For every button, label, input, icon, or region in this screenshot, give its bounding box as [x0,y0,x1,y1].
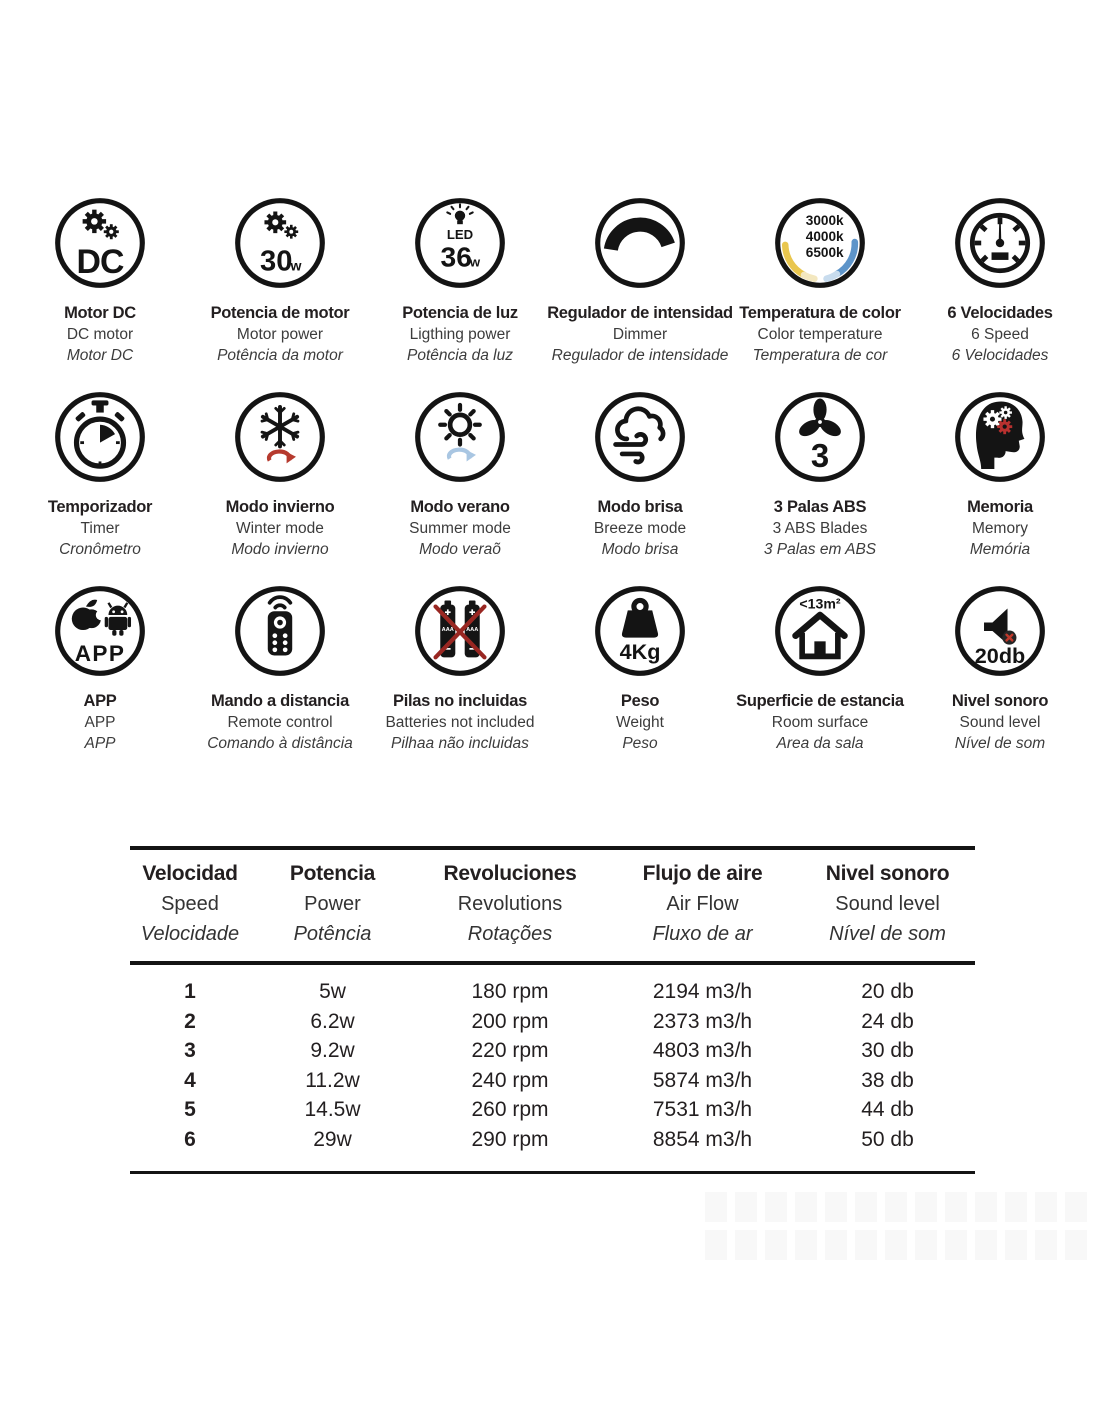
feature-label-es: Motor DC [64,304,136,322]
rotation-arrow-red-icon [269,452,296,464]
feature-label-en: Color temperature [757,326,883,343]
room-size-text: <13m² [799,595,841,612]
cell-power: 9.2w [310,1039,355,1062]
cell-sound: 30 db [861,1039,914,1062]
feature-label-pt: Modo veraõ [419,541,501,558]
cell-airflow: 8854 m3/h [652,1127,753,1151]
watts-value-text: 30 [260,245,293,278]
cell-rpm: 180 rpm [471,980,549,1003]
feature-label-pt: Modo brisa [601,541,679,558]
feature-label-es: Memoria [967,498,1033,516]
spec-table-body [130,965,975,1174]
led-watts-text: 36 [440,240,472,273]
dc-text: DC [76,243,124,282]
dimmer-knob-icon [593,196,687,290]
apple-logo-icon [72,600,106,630]
feature-label-en: Weight [616,714,664,731]
cell-power: 5w [319,980,346,1003]
cell-power: 29w [313,1127,352,1151]
table-row [130,1007,975,1037]
gears-dc-icon [53,196,147,290]
cell-speed: 2 [184,1009,196,1033]
feature-label-en: Ligthing power [409,326,511,343]
house-icon [773,584,867,678]
weight-value-text: 4Kg [619,639,661,665]
feature-label-en: Remote control [227,714,333,731]
led-power-icon [413,196,507,290]
feature-label-pt: Peso [622,735,658,752]
kelvin-6500-text: 6500k [805,245,844,261]
led-text: LED [446,227,474,243]
cell-sound: 50 db [861,1127,914,1151]
feature-dimmer [547,196,733,366]
feature-weight [550,584,730,754]
cell-rpm: 260 rpm [471,1098,549,1121]
col-header-flujo-de-aire: Flujo de aire Air Flow Fluxo de ar [642,862,763,945]
cell-power: 11.2w [305,1068,360,1092]
col-header-potencia: Potencia Power Potência [289,862,376,945]
aaa-text: AAA [441,627,454,633]
cell-airflow: 7531 m3/h [652,1098,753,1121]
cell-airflow: 2194 m3/h [652,980,753,1003]
kelvin-3000-text: 3000k [805,213,844,229]
feature-label-pt: Temperatura de cor [752,347,888,364]
col-header-velocidad: Velocidad Speed Velocidade [140,862,240,945]
feature-label-es: APP [83,692,117,710]
watermark [705,1192,1095,1264]
cell-speed: 4 [184,1068,196,1092]
col-header-nivel-sonoro: Nivel sonoro Sound level Nível de som [825,862,950,945]
feature-label-es: Peso [620,692,660,710]
feature-label-en: Batteries not included [385,714,535,731]
feature-label-pt: Cronômetro [59,541,141,558]
feature-breeze-mode [550,390,730,560]
feature-label-es: Potencia de luz [402,304,518,322]
feature-label-es: 6 Velocidades [947,304,1053,322]
feature-label-pt: Regulador de intensidade [551,347,729,364]
speaker-mute-icon [953,584,1047,678]
feature-label-en: Dimmer [612,326,668,343]
feature-label-en: Timer [80,520,120,537]
snowflake-icon [233,390,327,484]
feature-winter-mode [190,390,370,560]
feature-label-pt: Potência da luz [406,347,513,364]
cell-sound: 44 db [861,1098,914,1121]
color-temperature-icon [773,196,867,290]
cell-sound: 38 db [861,1068,914,1092]
app-text: APP [74,641,126,667]
feature-label-es: Modo brisa [597,498,683,516]
cell-speed: 6 [184,1127,196,1151]
feature-label-en: APP [84,714,116,731]
cell-sound: 20 db [861,980,914,1003]
memory-head-icon [953,390,1047,484]
cell-rpm: 240 rpm [471,1068,549,1092]
batteries-crossed-icon [413,584,507,678]
feature-label-es: Potencia de motor [210,304,350,322]
feature-label-es: Pilas no incluidas [393,692,527,710]
feature-label-pt: Comando à distância [207,735,353,752]
feature-label-es: Regulador de intensidad [547,304,733,322]
feature-label-en: DC motor [66,326,134,343]
watts-unit-text: w [290,257,302,274]
feature-label-en: Motor power [236,326,324,343]
cell-speed: 3 [184,1039,196,1062]
remote-control-icon [233,584,327,678]
feature-label-en: 6 Speed [971,326,1029,343]
feature-motor-dc [10,196,190,366]
feature-label-en: 3 ABS Blades [772,520,868,537]
cell-sound: 24 db [861,1009,914,1033]
feature-label-es: Temporizador [47,498,153,516]
feature-timer [10,390,190,560]
feature-label-pt: Pilhaa não incluidas [391,735,529,752]
feature-label-es: Modo verano [410,498,510,516]
spec-table [130,846,975,1174]
spec-table-header [130,846,975,965]
speed-gauge-icon [953,196,1047,290]
led-unit-text: w [469,254,481,270]
table-row [130,1036,975,1066]
feature-label-es: 3 Palas ABS [773,498,867,516]
blade-count-text: 3 [810,437,830,475]
cell-power: 6.2w [310,1009,355,1033]
feature-label-pt: Area da sala [776,735,864,752]
feature-label-es: Temperatura de color [739,304,901,322]
feature-label-es: Nivel sonoro [951,692,1049,710]
feature-label-en: Memory [972,520,1028,537]
feature-batteries [370,584,550,754]
feature-label-pt: Nível de som [954,735,1046,752]
rotation-arrow-blue-icon [449,450,476,462]
wind-cloud-icon [593,390,687,484]
weight-icon [593,584,687,678]
feature-label-pt: APP [84,735,116,752]
stopwatch-icon [53,390,147,484]
feature-label-en: Summer mode [409,520,511,537]
feature-label-pt: 6 Velocidades [951,347,1049,364]
decibel-text: 20db [974,642,1026,668]
cell-power: 14.5w [304,1098,361,1121]
feature-label-pt: Potência da motor [217,347,343,364]
kelvin-4000-text: 4000k [805,229,844,245]
feature-grid [10,196,1090,754]
sun-icon [413,390,507,484]
feature-label-en: Room surface [771,714,869,731]
table-row [130,977,975,1007]
aaa-text: AAA [466,627,479,633]
motor-power-icon [233,196,327,290]
feature-summer-mode [370,390,550,560]
feature-remote-control [190,584,370,754]
feature-label-es: Modo invierno [225,498,335,516]
fan-blades-icon [773,390,867,484]
app-platforms-icon [53,584,147,678]
cell-speed: 5 [184,1098,196,1121]
feature-six-speeds [910,196,1090,366]
cell-speed: 1 [184,980,196,1003]
table-row [130,1066,975,1096]
feature-label-pt: Memória [969,541,1031,558]
feature-label-pt: 3 Palas em ABS [763,541,877,558]
feature-memory [910,390,1090,560]
table-row [130,1125,975,1155]
feature-abs-blades [730,390,910,560]
table-row [130,1095,975,1125]
cell-airflow: 5874 m3/h [652,1068,753,1092]
col-header-revoluciones: Revoluciones Revolutions Rotações [443,862,577,945]
feature-label-en: Winter mode [236,520,324,537]
cell-rpm: 220 rpm [471,1039,549,1062]
feature-label-pt: Modo invierno [231,541,329,558]
feature-color-temperature [730,196,910,366]
feature-room-surface [730,584,910,754]
cell-airflow: 2373 m3/h [652,1009,753,1033]
feature-motor-power [190,196,370,366]
feature-light-power [370,196,550,366]
feature-app [10,584,190,754]
cell-rpm: 290 rpm [471,1127,549,1151]
cell-airflow: 4803 m3/h [652,1039,753,1062]
feature-label-pt: Motor DC [66,347,134,364]
android-logo-icon [105,603,131,636]
feature-sound-level [910,584,1090,754]
feature-label-en: Sound level [959,714,1041,731]
cell-rpm: 200 rpm [471,1009,549,1033]
feature-label-es: Mando a distancia [211,692,349,710]
feature-label-es: Superficie de estancia [736,692,904,710]
feature-label-en: Breeze mode [593,520,687,537]
